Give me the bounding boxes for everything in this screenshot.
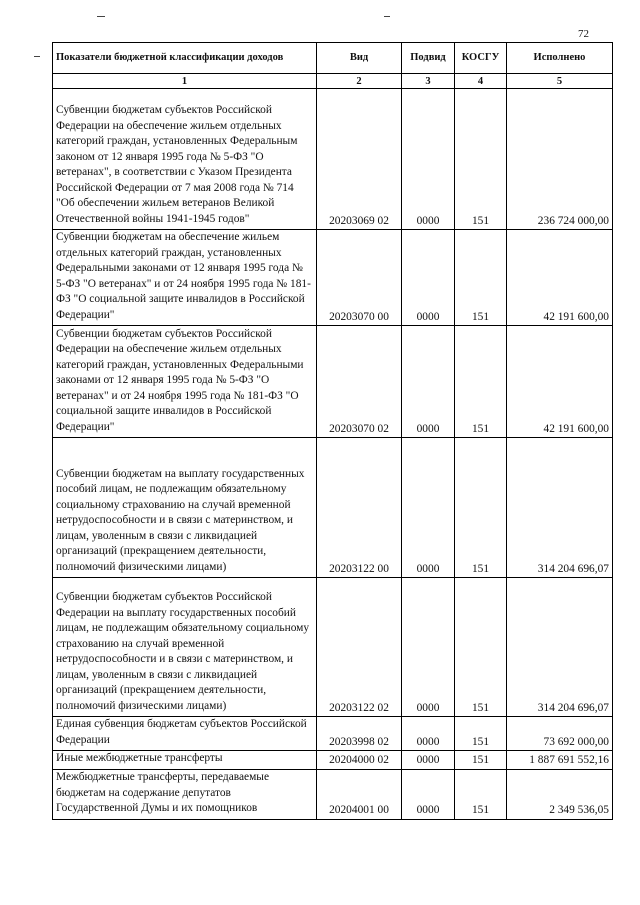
row-podvid: 0000	[402, 751, 455, 770]
column-number-row	[53, 74, 613, 89]
row-podvid: 0000	[402, 326, 455, 438]
column-number: 3	[402, 74, 455, 89]
row-kosgu: 151	[455, 769, 507, 819]
table-row	[53, 230, 613, 326]
scan-mark	[97, 16, 105, 17]
table-header-row	[53, 43, 613, 74]
row-amount: 1 887 691 552,16	[507, 751, 613, 770]
row-name: Единая субвенция бюджетам субъектов Российской Федерации	[53, 717, 317, 751]
row-name: Иные межбюджетные трансферты	[53, 751, 317, 770]
table-row	[53, 326, 613, 438]
row-podvid: 0000	[402, 578, 455, 717]
row-kosgu: 151	[455, 578, 507, 717]
row-podvid: 0000	[402, 230, 455, 326]
scan-mark	[34, 56, 40, 57]
row-vid: 20204001 00	[317, 769, 402, 819]
table-row	[53, 751, 613, 770]
row-name: Межбюджетные трансферты, передаваемые бюджетам на содержание депутатов Государственной Думы и их помощников	[53, 769, 317, 819]
row-amount: 314 204 696,07	[507, 578, 613, 717]
row-name: Субвенции бюджетам субъектов Российской Федерации на обеспечение жильем отдельных категорий граждан, установленных Федеральными законами от 12 января 1995 года № 5-ФЗ "О ветеранах" и от 24 ноября 1995 года № 181-ФЗ "О социальной защите инвалидов в Российской Федерации"	[53, 326, 317, 438]
row-amount: 314 204 696,07	[507, 438, 613, 578]
row-name: Субвенции бюджетам субъектов Российской Федерации на обеспечение жильем отдельных категорий граждан, установленных Федеральным законом от 12 января 1995 года № 5-ФЗ "О ветеранах", в соответствии с Указом Президента Российской Федерации от 7 мая 2008 года № 714 "Об обеспечении жильем ветеранов Великой Отечественной войны 1941-1945 годов"	[53, 89, 317, 230]
column-number: 2	[317, 74, 402, 89]
row-name: Субвенции бюджетам субъектов Российской Федерации на выплату государственных пособий лицам, не подлежащим обязательному социальному страхованию на случай временной нетрудоспособности и в связи с материнством, и лицам, уволенным в связи с ликвидацией организаций (прекращением деятельности, полномочий физическими лицами)	[53, 578, 317, 717]
column-number: 5	[507, 74, 613, 89]
row-kosgu: 151	[455, 326, 507, 438]
scan-mark	[384, 16, 390, 17]
row-amount: 236 724 000,00	[507, 89, 613, 230]
table-row	[53, 769, 613, 819]
row-amount: 2 349 536,05	[507, 769, 613, 819]
row-podvid: 0000	[402, 438, 455, 578]
row-vid: 20204000 02	[317, 751, 402, 770]
header-kosgu: КОСГУ	[455, 43, 507, 74]
row-amount: 42 191 600,00	[507, 326, 613, 438]
row-name: Субвенции бюджетам на обеспечение жильем отдельных категорий граждан, установленных Федеральными законами от 12 января 1995 года № 5-ФЗ "О ветеранах" и от 24 ноября 1995 года № 181-ФЗ "О социальной защите инвалидов в Российской Федерации"	[53, 230, 317, 326]
row-kosgu: 151	[455, 438, 507, 578]
row-podvid: 0000	[402, 717, 455, 751]
row-amount: 42 191 600,00	[507, 230, 613, 326]
row-kosgu: 151	[455, 230, 507, 326]
budget-table	[52, 42, 613, 820]
row-vid: 20203070 02	[317, 326, 402, 438]
row-vid: 20203122 02	[317, 578, 402, 717]
row-podvid: 0000	[402, 89, 455, 230]
table-row	[53, 89, 613, 230]
row-amount: 73 692 000,00	[507, 717, 613, 751]
row-kosgu: 151	[455, 89, 507, 230]
page-number: 72	[578, 28, 589, 40]
header-vid: Вид	[317, 43, 402, 74]
table-row	[53, 438, 613, 578]
column-number: 1	[53, 74, 317, 89]
row-kosgu: 151	[455, 717, 507, 751]
row-kosgu: 151	[455, 751, 507, 770]
row-vid: 20203122 00	[317, 438, 402, 578]
header-executed: Исполнено	[507, 43, 613, 74]
row-name: Субвенции бюджетам на выплату государственных пособий лицам, не подлежащим обязательному социальному страхованию на случай временной нетрудоспособности и в связи с материнством, и лицам, уволенным в связи с ликвидацией организаций (прекращением деятельности, полномочий физическими лицами)	[53, 438, 317, 578]
row-vid: 20203998 02	[317, 717, 402, 751]
row-vid: 20203070 00	[317, 230, 402, 326]
header-indicators: Показатели бюджетной классификации доходов	[53, 43, 317, 74]
table-row	[53, 717, 613, 751]
row-podvid: 0000	[402, 769, 455, 819]
row-vid: 20203069 02	[317, 89, 402, 230]
table-row	[53, 578, 613, 717]
header-podvid: Подвид	[402, 43, 455, 74]
column-number: 4	[455, 74, 507, 89]
